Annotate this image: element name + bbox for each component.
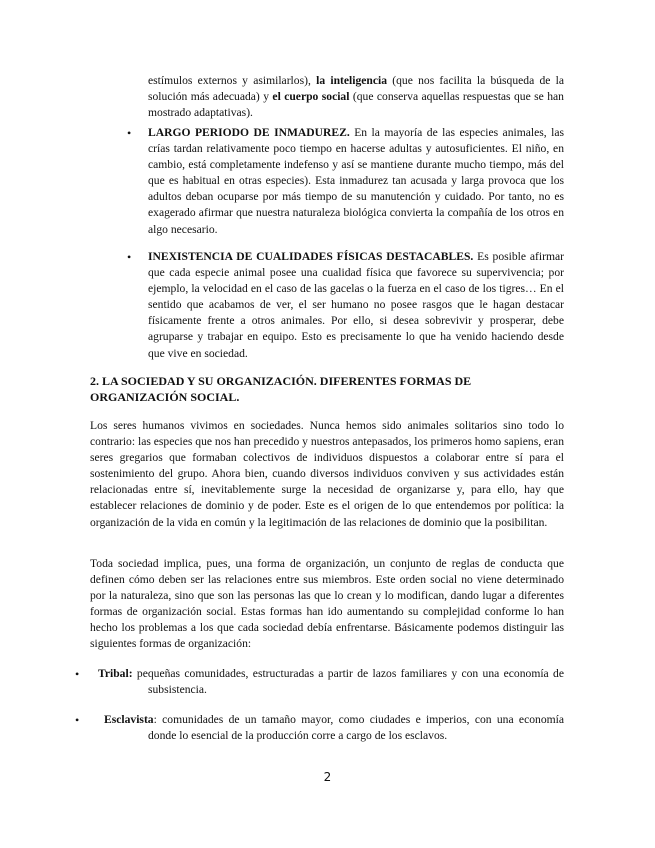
intro-text-3: (que conserva aquellas respuestas que se han mostrado adaptativas). xyxy=(148,90,564,120)
section-heading: 2. LA SOCIEDAD Y SU ORGANIZACIÓN. DIFERENTES FORMAS DE ORGANIZACIÓN SOCIAL. xyxy=(90,374,472,404)
form-label-tribal: Tribal: xyxy=(98,667,133,680)
paragraph-2: Toda sociedad implica, pues, una forma de organización, un conjunto de reglas de conducta que definen cómo deben ser las relaciones entre sus miembros. Este orden social no viene determinado por la naturaleza, sino que son las personas las que lo crean y lo modifican, dando lugar a diferentes formas de organización social. Estas formas han ido aumentando su complejidad conforme lo han hecho los problemas a los que cada sociedad debía enfrentarse. Básicamente podemos distinguir las siguientes formas de organización: xyxy=(90,557,564,651)
bullet-text-cualidades: Es posible afirmar que cada especie animal posee una cualidad física que favorece su supervivencia; por ejemplo, la velocidad en el caso de las gacelas o la fuerza en el caso de los tigres… En el sentido que acabamos de ver, el ser humano no posee rasgos que le hagan destacar físicamente frente a otros animales. Por ello, si desea sobrevivir y prosperar, debe agruparse y trabajar en equipo. Esto es precisamente lo que ha venido haciendo desde que vive en sociedad. xyxy=(148,250,564,360)
bullet-title-inmadurez: LARGO PERIODO DE INMADUREZ. xyxy=(148,126,350,139)
bullet-point: • xyxy=(127,126,132,140)
form-item-esclavista xyxy=(104,712,564,744)
form-text-esclavista: : comunidades de un tamaño mayor, como ciudades e imperios, con una economía donde lo esencial de la producción corre a cargo de los esclavos. xyxy=(148,713,564,743)
bullet-point: • xyxy=(75,713,80,727)
form-label-esclavista: Esclavista xyxy=(104,713,154,726)
intro-text-1: estímulos externos y asimilarlos), xyxy=(148,74,317,87)
bullet-point: • xyxy=(75,667,80,681)
bullet-text-inmadurez: En la mayoría de las especies animales, las crías tardan relativamente poco tiempo en hacerse adultas y autosuficientes. El niño, en cambio, está completamente indefenso y así se mantiene durante mucho tiempo, más del que es habitual en otras especies). Esta inmadurez tan acusada y larga provoca que los adultos deban ocuparse por más tiempo de su manutención y cuidado. Por tanto, no es exagerado afirmar que nuestra naturaleza biológica convierta la compañía de los otros en algo necesario. xyxy=(148,126,564,236)
intro-continuation xyxy=(148,73,564,121)
bullet-point: • xyxy=(127,250,132,264)
intro-text-2: (que nos facilita la búsqueda de la solución más adecuada) y xyxy=(148,74,565,104)
form-item-tribal xyxy=(98,666,564,698)
page-number: 2 xyxy=(323,770,332,784)
bullet-item-inmadurez xyxy=(148,125,564,238)
intro-bold-social-body: el cuerpo social xyxy=(272,90,350,104)
bullet-title-cualidades: INEXISTENCIA DE CUALIDADES FÍSICAS DESTACABLES. xyxy=(148,250,474,263)
bullet-item-cualidades xyxy=(148,249,564,362)
form-text-tribal: pequeñas comunidades, estructuradas a partir de lazos familiares y con una economía de subsistencia. xyxy=(132,667,564,697)
intro-bold-intelligence: la inteligencia xyxy=(316,74,388,87)
paragraph-1: Los seres humanos vivimos en sociedades. Nunca hemos sido animales solitarios sino todo lo contrario: las especies que nos han precedido y nuestros antepasados, los primeros homo sapiens, eran seres gregarios que formaban colectivos de individuos dispuestos a colaborar entre sí para el sostenimiento del grupo. Ahora bien, cuando diversos individuos conviven y sus actividades están relacionadas entre sí, inevitablemente surge la necesidad de organizarse y, para ello, hay que establecer relaciones de dominio y de poder. Este es el origen de lo que entendemos por política: la organización de la vida en común y la legitimación de las relaciones de dominio que la posibilitan. xyxy=(90,419,564,529)
